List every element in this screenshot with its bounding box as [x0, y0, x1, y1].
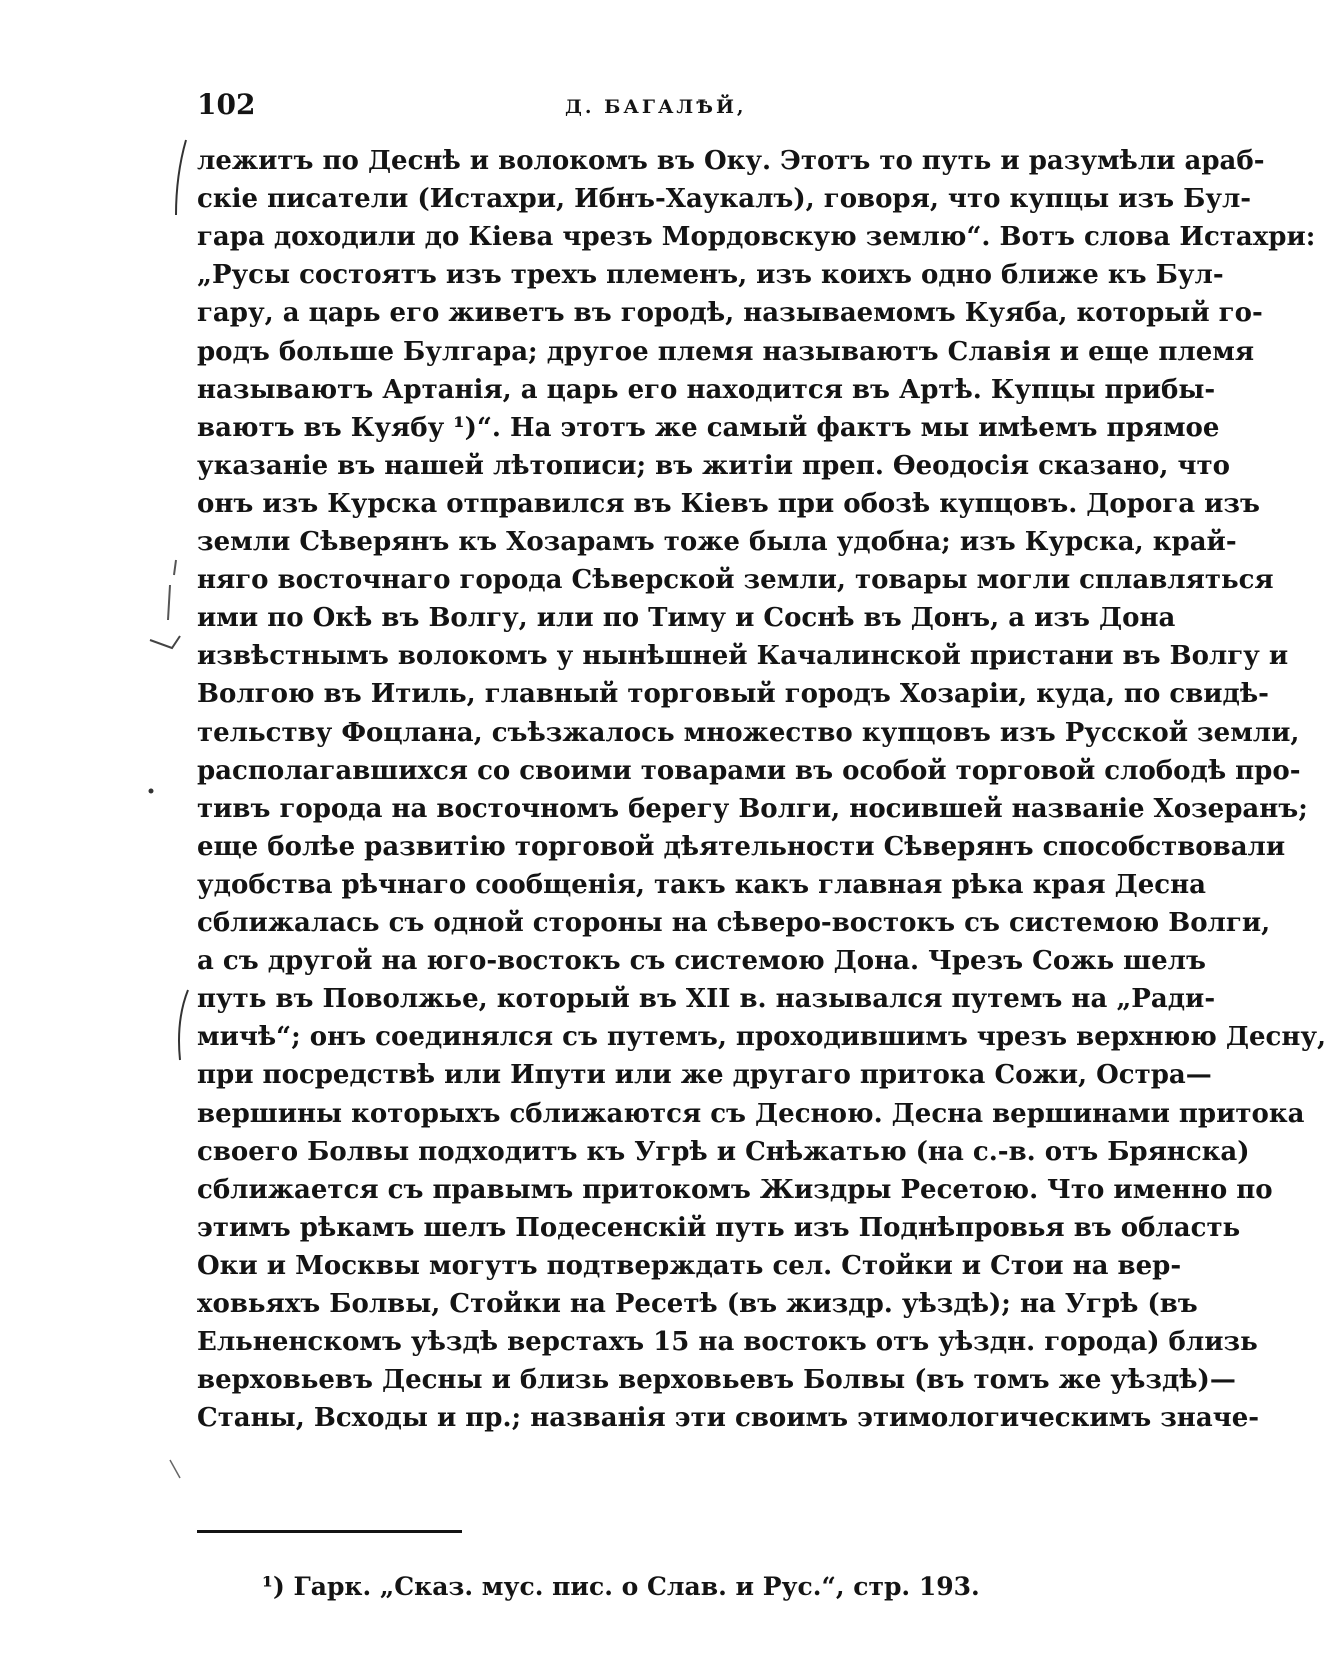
text-line: мичѣ“; онъ соединялся съ путемъ, проходившимъ чрезъ верхнюю Десну,	[197, 1022, 1326, 1053]
text-line: а съ другой на юго-востокъ съ системою Дона. Чрезъ Сожь шелъ	[197, 946, 1206, 977]
text-line: няго восточнаго города Сѣверской земли, товары могли сплавляться	[197, 565, 1274, 596]
text-line: своего Болвы подходитъ къ Угрѣ и Снѣжатью (на с.-в. отъ Брянска)	[197, 1136, 1250, 1167]
text-line: ими по Окѣ въ Волгу, или по Тиму и Соснѣ въ Донъ, а изъ Дона	[197, 603, 1176, 634]
text-line: сближалась съ одной стороны на сѣверо-востокъ съ системою Волги,	[197, 908, 1271, 938]
text-line: путь въ Поволжье, который въ XII в. назывался путемъ на „Ради-	[197, 984, 1216, 1015]
text-line: гару, а царь его живетъ въ городѣ, называемомъ Куяба, который го-	[197, 298, 1263, 329]
text-line: удобства рѣчнаго сообщенія, такъ какъ главная рѣка края Десна	[197, 869, 1207, 900]
text-line: располагавшихся со своими товарами въ особой торговой слободѣ про-	[197, 755, 1301, 786]
text-line: скіе писатели (Истахри, Ибнъ-Хаукалъ), говоря, что купцы изъ Бул-	[197, 184, 1252, 215]
text-line: указаніе въ нашей лѣтописи; въ житіи преп. Ѳеодосія сказано, что	[197, 450, 1230, 481]
text-line: Станы, Всходы и пр.; названія эти своимъ этимологическимъ значе-	[197, 1403, 1260, 1434]
margin-mark	[149, 789, 154, 794]
text-line: тельству Фоцлана, съѣзжалось множество купцовъ изъ Русской земли,	[197, 717, 1300, 748]
text-line: ховьяхъ Болвы, Стойки на Ресетѣ (въ жиздр. уѣздѣ); на Угрѣ (въ	[197, 1289, 1198, 1319]
running-head: Д. БАГАЛѢЙ,	[565, 96, 747, 118]
text-line: онъ изъ Курска отправился въ Кіевъ при обозѣ купцовъ. Дорога изъ	[197, 488, 1260, 519]
text-line: гара доходили до Кіева чрезъ Мордовскую землю“. Вотъ слова Истахри:	[197, 222, 1316, 253]
text-line: Волгою въ Итиль, главный торговый городъ Хозаріи, куда, по свидѣ-	[197, 679, 1269, 710]
text-line: земли Сѣверянъ къ Хозарамъ тоже была удобна; изъ Курска, край-	[197, 527, 1237, 557]
margin-mark	[170, 1460, 180, 1478]
text-line: еще болѣе развитію торговой дѣятельности Сѣверянъ способствовали	[197, 831, 1286, 862]
margin-mark	[150, 636, 180, 648]
text-line: извѣстнымъ волокомъ у нынѣшней Качалинской пристани въ Волгу и	[197, 641, 1289, 672]
text-line: тивъ города на восточномъ берегу Волги, носившей названіе Хозеранъ;	[197, 793, 1308, 824]
text-line: „Русы состоятъ изъ трехъ племенъ, изъ коихъ одно ближе къ Бул-	[197, 260, 1224, 291]
text-line: сближается съ правымъ притокомъ Жиздры Ресетою. Что именно по	[197, 1174, 1273, 1205]
footnote: ¹) Гарк. „Сказ. мус. пис. о Слав. и Рус.“, стр. 193.	[262, 1572, 980, 1601]
text-line: верховьевъ Десны и близь верховьевъ Болвы (въ томъ же уѣздѣ)—	[197, 1365, 1236, 1396]
page-number: 102	[197, 88, 256, 121]
text-line: ваютъ въ Куябу ¹)“. На этотъ же самый фактъ мы имѣемъ прямое	[197, 412, 1220, 443]
text-line: родъ больше Булгара; другое племя называютъ Славія и еще племя	[197, 336, 1255, 367]
text-line: при посредствѣ или Ипути или же другаго притока Сожи, Остра—	[197, 1060, 1212, 1091]
text-line: этимъ рѣкамъ шелъ Подесенскій путь изъ Поднѣпровья въ область	[197, 1212, 1241, 1243]
text-line: вершины которыхъ сближаются съ Десною. Десна вершинами притока	[197, 1098, 1305, 1129]
text-line: Оки и Москвы могутъ подтверждать сел. Стойки и Стои на вер-	[197, 1250, 1182, 1281]
margin-mark	[168, 560, 176, 620]
margin-mark	[179, 990, 188, 1060]
margin-mark	[176, 140, 186, 215]
text-line: Ельненскомъ уѣздѣ верстахъ 15 на востокъ отъ уѣздн. города) близь	[197, 1327, 1258, 1358]
text-line: лежитъ по Деснѣ и волокомъ въ Оку. Этотъ то путь и разумѣли араб-	[197, 146, 1265, 176]
text-line: называютъ Артанія, а царь его находится въ Артѣ. Купцы прибы-	[197, 374, 1216, 405]
